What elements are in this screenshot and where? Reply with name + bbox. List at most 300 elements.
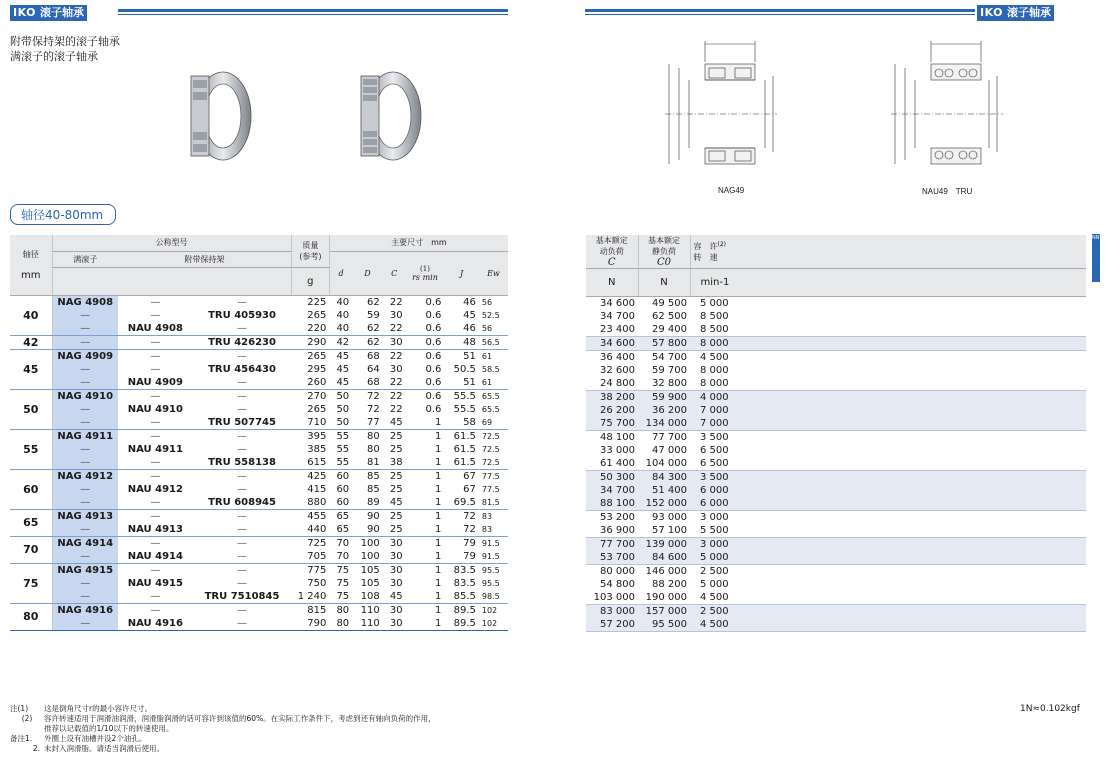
model-full-complement-value: — (80, 590, 91, 602)
static-load-value: 190 000 (645, 592, 687, 603)
dim-rs-value: 0.6 (425, 390, 442, 402)
dim-D-value: 68 (367, 376, 380, 388)
model-nau (118, 349, 193, 389)
dim-d-value: 65 (336, 523, 350, 535)
allowable-speed-value: 7 000 (700, 405, 729, 416)
model-tru-value: — (237, 376, 248, 388)
allowable-speed-value: 4 500 (700, 352, 729, 363)
model-full-complement-value: NAG 4913 (57, 510, 114, 522)
dim-D-value: 68 (367, 350, 380, 362)
header-rule-right (585, 9, 975, 15)
model-nau-value: — (150, 416, 161, 428)
dim-J-value: 79 (463, 537, 476, 549)
dynamic-load-value: 75 700 (600, 418, 635, 429)
static-load-value: 54 700 (652, 352, 687, 363)
allowable-speed-value: 6 000 (700, 485, 729, 496)
mass-value-value: 225 (307, 296, 327, 308)
model-tru-value: — (237, 322, 248, 334)
dim-d-value: 50 (336, 416, 350, 428)
dim-d-value: 70 (336, 550, 350, 562)
dim-d-value: 55 (336, 430, 350, 442)
allowable-speed-value: 2 500 (700, 566, 729, 577)
header-speed-line1: 容 许 (693, 241, 718, 251)
model-full-complement-value: — (80, 416, 91, 428)
dynamic-load-value: 36 900 (600, 525, 635, 536)
dim-d-value: 60 (336, 470, 350, 482)
dynamic-load-value: 77 700 (600, 539, 635, 550)
remark1-text: 外圈上设有油槽并设2个油孔。 (44, 734, 147, 743)
model-full-complement (52, 389, 118, 429)
allowable-speed-value: 4 500 (700, 619, 729, 630)
static-load (638, 605, 690, 632)
dynamic-load-value: 26 200 (600, 405, 635, 416)
static-load-value: 84 600 (652, 552, 687, 563)
dim-J-value: 85.5 (453, 590, 476, 602)
model-tru-value: — (237, 390, 248, 402)
dynamic-load (586, 431, 638, 471)
dim-D (352, 469, 383, 509)
mass-value-value: 265 (307, 350, 327, 362)
dim-rs-value: 1 (435, 617, 442, 629)
dim-J-value: 55.5 (453, 390, 476, 402)
dim-rs-value: 1 (435, 510, 442, 522)
static-load-value: 62 500 (652, 311, 687, 322)
model-full-complement-value: NAG 4910 (57, 390, 114, 402)
model-full-complement (52, 536, 118, 563)
dim-Ew-value: 72.5 (481, 431, 500, 441)
header-full: 满滚子 (52, 251, 118, 267)
dim-C-value: 25 (389, 430, 403, 442)
dim-Ew-value: 81.5 (481, 497, 500, 507)
dim-rs (406, 536, 445, 563)
dim-J-value: 58 (463, 416, 476, 428)
dim-rs (406, 429, 445, 469)
dim-d (329, 536, 352, 563)
table-row (10, 536, 508, 563)
dim-D-value: 85 (367, 470, 380, 482)
side-index-tab[interactable]: NNTN (1092, 234, 1100, 282)
model-nau (118, 389, 193, 429)
intro-text (10, 34, 120, 64)
mass-value-value: 385 (307, 443, 327, 455)
allowable-speed-value: 3 500 (700, 432, 729, 443)
dim-C-value: 22 (389, 376, 403, 388)
model-full-complement-value: — (80, 577, 91, 589)
model-nau-value: — (150, 430, 161, 442)
model-nau-value: — (150, 336, 161, 348)
dim-d-value: 50 (336, 390, 350, 402)
dim-C (383, 563, 406, 603)
dim-rs-value: 1 (435, 564, 442, 576)
note2-tag: (2) (21, 714, 33, 723)
header-rs-note: (1) (420, 264, 430, 273)
header-dynamic-load (586, 235, 638, 269)
table-row (10, 389, 508, 429)
shaft-diameter: 75 (10, 563, 52, 603)
model-tru (193, 509, 292, 536)
header-rs (406, 251, 445, 295)
dim-D-value: 89 (367, 496, 380, 508)
model-nau-value: — (150, 296, 161, 308)
dynamic-load-value: 48 100 (600, 432, 635, 443)
model-nau-value: — (150, 363, 161, 375)
dim-d-value: 50 (336, 403, 350, 415)
static-load-value: 29 400 (652, 324, 687, 335)
model-tru (193, 469, 292, 509)
model-nau-value: — (150, 564, 161, 576)
dim-Ew-value: 95.5 (481, 565, 500, 575)
dim-Ew-value: 102 (481, 618, 498, 628)
dim-J (444, 335, 478, 349)
header-dyn-line1: 基本额定 (595, 236, 628, 245)
model-full-complement-value: NAG 4916 (57, 604, 114, 616)
dynamic-load (586, 297, 638, 337)
allowable-speed-value: 3 000 (700, 512, 729, 523)
mass-value-value: 265 (307, 403, 327, 415)
remark2-text: 未封入润滑脂。请适当润滑后使用。 (44, 744, 164, 753)
model-full-complement (52, 335, 118, 349)
header-mass (291, 235, 329, 267)
mass-value-value: 290 (307, 336, 327, 348)
dim-J-value: 61.5 (453, 430, 476, 442)
static-load-value: 77 700 (652, 432, 687, 443)
model-tru-value: — (237, 430, 248, 442)
shaft-diameter: 45 (10, 349, 52, 389)
model-nau-value: — (150, 496, 161, 508)
mass-value-value: 725 (307, 537, 327, 549)
dim-J-value: 89.5 (453, 604, 476, 616)
mass-value-value: 425 (307, 470, 327, 482)
dim-Ew (479, 295, 508, 335)
dynamic-load-value: 57 200 (600, 619, 635, 630)
table-row (10, 349, 508, 389)
dim-Ew-value: 102 (481, 605, 498, 615)
model-tru-value: — (237, 470, 248, 482)
dim-J-value: 72 (463, 523, 476, 535)
shaft-diameter: 70 (10, 536, 52, 563)
table-row (586, 471, 1086, 511)
header-J: J (444, 251, 478, 295)
dim-C (383, 469, 406, 509)
static-load (638, 297, 690, 337)
dim-Ew-value: 65.5 (481, 391, 500, 401)
mass-value-value: 270 (307, 390, 327, 402)
model-tru-value: — (237, 443, 248, 455)
allowable-speed (690, 538, 1086, 565)
allowable-speed (690, 565, 1086, 605)
dim-J (444, 295, 478, 335)
dim-D-value: 105 (360, 577, 380, 589)
dynamic-load-value: 34 700 (600, 311, 635, 322)
mass-value-value: 815 (307, 604, 327, 616)
dynamic-load (586, 538, 638, 565)
static-load-value: 57 800 (652, 338, 687, 349)
brand-header-right (977, 5, 1054, 21)
header-rs-label: rs min (412, 272, 438, 282)
dim-rs (406, 603, 445, 630)
table-row (586, 431, 1086, 471)
mass-value-value: 710 (307, 416, 327, 428)
model-nau-value: NAU 4911 (127, 443, 183, 455)
dim-rs (406, 335, 445, 349)
dim-Ew-value: 72.5 (481, 444, 500, 454)
model-nau (118, 603, 193, 630)
dim-rs-value: 0.6 (425, 336, 442, 348)
dim-rs-value: 1 (435, 443, 442, 455)
iko-logo: IKO (13, 6, 36, 19)
dim-D-value: 85 (367, 483, 380, 495)
dynamic-load-value: 32 600 (600, 365, 635, 376)
model-nau-value: NAU 4912 (127, 483, 183, 495)
footnotes (10, 704, 436, 754)
model-full-complement-value: — (80, 617, 91, 629)
dim-D (352, 349, 383, 389)
model-tru-value: — (237, 617, 248, 629)
dim-C-value: 30 (389, 537, 403, 549)
allowable-speed-value: 8 000 (700, 365, 729, 376)
note2-text: 容许转速适用于润滑油润滑，润滑脂润滑的话可容许到该值的60%。在实际工作条件下，考虑到还有轴向负荷的作用， (44, 714, 436, 723)
static-load (638, 511, 690, 538)
model-nau-value: — (150, 537, 161, 549)
note1-tag: 注(1) (10, 704, 29, 713)
header-full-blank (52, 267, 118, 295)
model-full-complement-value: — (80, 456, 91, 468)
model-tru-value: — (237, 604, 248, 616)
dim-rs-value: 1 (435, 604, 442, 616)
dim-C-value: 30 (389, 336, 403, 348)
static-load-value: 51 400 (652, 485, 687, 496)
mass-value-value: 880 (307, 496, 327, 508)
dim-Ew (479, 603, 508, 630)
mass-value-value: 220 (307, 322, 327, 334)
dim-Ew (479, 335, 508, 349)
mass-value (291, 429, 329, 469)
model-full-complement-value: — (80, 336, 91, 348)
dynamic-load (586, 471, 638, 511)
dim-rs-value: 1 (435, 550, 442, 562)
model-tru-value: — (237, 550, 248, 562)
static-load (638, 351, 690, 391)
dim-C-value: 22 (389, 390, 403, 402)
model-full-complement-value: — (80, 523, 91, 535)
dim-D-value: 110 (360, 617, 380, 629)
dim-C-value: 22 (389, 350, 403, 362)
header-d: d (329, 251, 352, 295)
dim-J (444, 536, 478, 563)
dynamic-load (586, 565, 638, 605)
dim-D-value: 62 (367, 336, 380, 348)
model-full-complement-value: NAG 4914 (57, 537, 114, 549)
header-nau-blank (118, 267, 193, 295)
dim-rs-value: 0.6 (425, 296, 442, 308)
mass-value (291, 295, 329, 335)
dim-C (383, 389, 406, 429)
model-tru-value: TRU 456430 (208, 363, 276, 375)
dim-rs-value: 1 (435, 470, 442, 482)
model-nau-value: — (150, 510, 161, 522)
shaft-diameter: 42 (10, 335, 52, 349)
dim-Ew-value: 72.5 (481, 457, 500, 467)
mass-value-value: 295 (307, 363, 327, 375)
header-Ew: Ew (479, 251, 508, 295)
dim-J-value: 46 (463, 322, 476, 334)
dim-rs-value: 1 (435, 577, 442, 589)
table-row (586, 297, 1086, 337)
dim-J-value: 89.5 (453, 617, 476, 629)
shaft-diameter: 65 (10, 509, 52, 536)
dim-C-value: 30 (389, 604, 403, 616)
allowable-speed-value: 6 500 (700, 445, 729, 456)
model-tru-value: TRU 7510845 (204, 590, 280, 602)
table-row (586, 511, 1086, 538)
dim-d-value: 65 (336, 510, 350, 522)
dim-d-value: 75 (336, 564, 350, 576)
dynamic-load-value: 80 000 (600, 566, 635, 577)
allowable-speed (690, 337, 1086, 351)
model-full-complement (52, 295, 118, 335)
header-cage: 附带保持架 (118, 251, 291, 267)
table-row (10, 509, 508, 536)
dim-d (329, 509, 352, 536)
model-nau-value: — (150, 390, 161, 402)
shaft-diameter: 40 (10, 295, 52, 335)
mass-value-value: 260 (307, 376, 327, 388)
dim-d-value: 75 (336, 590, 350, 602)
dim-D-value: 110 (360, 604, 380, 616)
static-load-value: 88 200 (652, 579, 687, 590)
dim-Ew-value: 52.5 (481, 310, 500, 320)
figure-label-nau49-tru: NAU49 TRU (922, 187, 973, 196)
model-full-complement-value: NAG 4909 (57, 350, 114, 362)
dim-C (383, 295, 406, 335)
dimension-drawing-nau49-tru (883, 38, 1008, 178)
note2-text-cont: 推荐以记载值的1/10以下的转速使用。 (44, 724, 174, 733)
dim-J (444, 469, 478, 509)
mass-value-value: 790 (307, 617, 327, 629)
dim-D-value: 90 (367, 510, 380, 522)
mass-value (291, 563, 329, 603)
dim-D (352, 509, 383, 536)
mass-value (291, 603, 329, 630)
model-full-complement-value: — (80, 550, 91, 562)
unit-conversion: 1N≈0.102kgf (1020, 704, 1080, 714)
header-speed-line2: 转 速 (693, 252, 718, 262)
allowable-speed-value: 4 000 (700, 392, 729, 403)
static-load (638, 391, 690, 431)
dim-D-value: 72 (367, 390, 380, 402)
header-mass-label: 质量 (302, 240, 319, 250)
dim-d-value: 42 (336, 336, 350, 348)
header-mass-ref: (参考) (299, 251, 322, 261)
dynamic-load-value: 38 200 (600, 392, 635, 403)
dim-d (329, 603, 352, 630)
model-full-complement-value: — (80, 376, 91, 388)
dim-rs-value: 0.6 (425, 363, 442, 375)
dim-C-value: 25 (389, 483, 403, 495)
header-dyn-line2: 动负荷 (599, 247, 624, 256)
dim-rs (406, 349, 445, 389)
model-nau-value: — (150, 456, 161, 468)
dim-d-value: 80 (336, 617, 350, 629)
model-tru (193, 603, 292, 630)
dim-D (352, 536, 383, 563)
dim-J-value: 61.5 (453, 456, 476, 468)
model-tru-value: — (237, 510, 248, 522)
dim-D-value: 108 (360, 590, 380, 602)
model-tru (193, 335, 292, 349)
model-tru (193, 389, 292, 429)
dim-rs (406, 509, 445, 536)
dim-Ew-value: 58.5 (481, 364, 500, 374)
dim-rs (406, 469, 445, 509)
dimension-drawing-nag49 (655, 38, 780, 178)
dim-Ew-value: 98.5 (481, 591, 500, 601)
header-dyn-symbol: C (607, 257, 616, 268)
dim-rs-value: 1 (435, 590, 442, 602)
header-speed (690, 235, 1086, 269)
static-load-value: 146 000 (645, 566, 687, 577)
note1-text: 这是倒角尺寸r的最小容许尺寸。 (44, 704, 153, 713)
static-load-value: 47 000 (652, 445, 687, 456)
model-full-complement-value: NAG 4908 (57, 296, 114, 308)
dim-C-value: 22 (389, 322, 403, 334)
static-load (638, 565, 690, 605)
dim-rs (406, 295, 445, 335)
dim-d (329, 469, 352, 509)
dim-Ew-value: 91.5 (481, 551, 500, 561)
mass-value-value: 1 240 (297, 590, 327, 602)
model-tru (193, 429, 292, 469)
header-sta-line1: 基本额定 (648, 236, 680, 245)
model-tru-value: — (237, 523, 248, 535)
model-nau-value: NAU 4910 (127, 403, 183, 415)
dynamic-load-value: 61 400 (600, 458, 635, 469)
dim-J (444, 509, 478, 536)
static-load-value: 36 200 (652, 405, 687, 416)
model-nau (118, 429, 193, 469)
dim-rs-value: 1 (435, 523, 442, 535)
mass-value-value: 440 (307, 523, 327, 535)
dynamic-load-value: 88 100 (600, 498, 635, 509)
dim-C-value: 25 (389, 470, 403, 482)
dim-C-value: 38 (389, 456, 403, 468)
dim-rs-value: 0.6 (425, 376, 442, 388)
mass-value-value: 415 (307, 483, 327, 495)
header-rule-left (118, 9, 508, 15)
dim-Ew-value: 77.5 (481, 484, 500, 494)
shaft-diameter: 50 (10, 389, 52, 429)
dynamic-load (586, 391, 638, 431)
allowable-speed-value: 8 000 (700, 338, 729, 349)
dim-Ew (479, 429, 508, 469)
dim-J (444, 389, 478, 429)
static-load-value: 57 100 (652, 525, 687, 536)
allowable-speed (690, 471, 1086, 511)
mass-value (291, 536, 329, 563)
dim-J-value: 51 (463, 350, 476, 362)
static-load (638, 337, 690, 351)
mass-value-value: 265 (307, 309, 327, 321)
model-tru-value: TRU 426230 (208, 336, 276, 348)
dim-Ew (479, 509, 508, 536)
brand-logo (10, 5, 87, 21)
dynamic-load-value: 103 000 (593, 592, 635, 603)
model-full-complement (52, 603, 118, 630)
dim-Ew (479, 536, 508, 563)
table-row (10, 429, 508, 469)
dim-Ew-value: 77.5 (481, 471, 500, 481)
model-tru-value: TRU 507745 (208, 416, 276, 428)
